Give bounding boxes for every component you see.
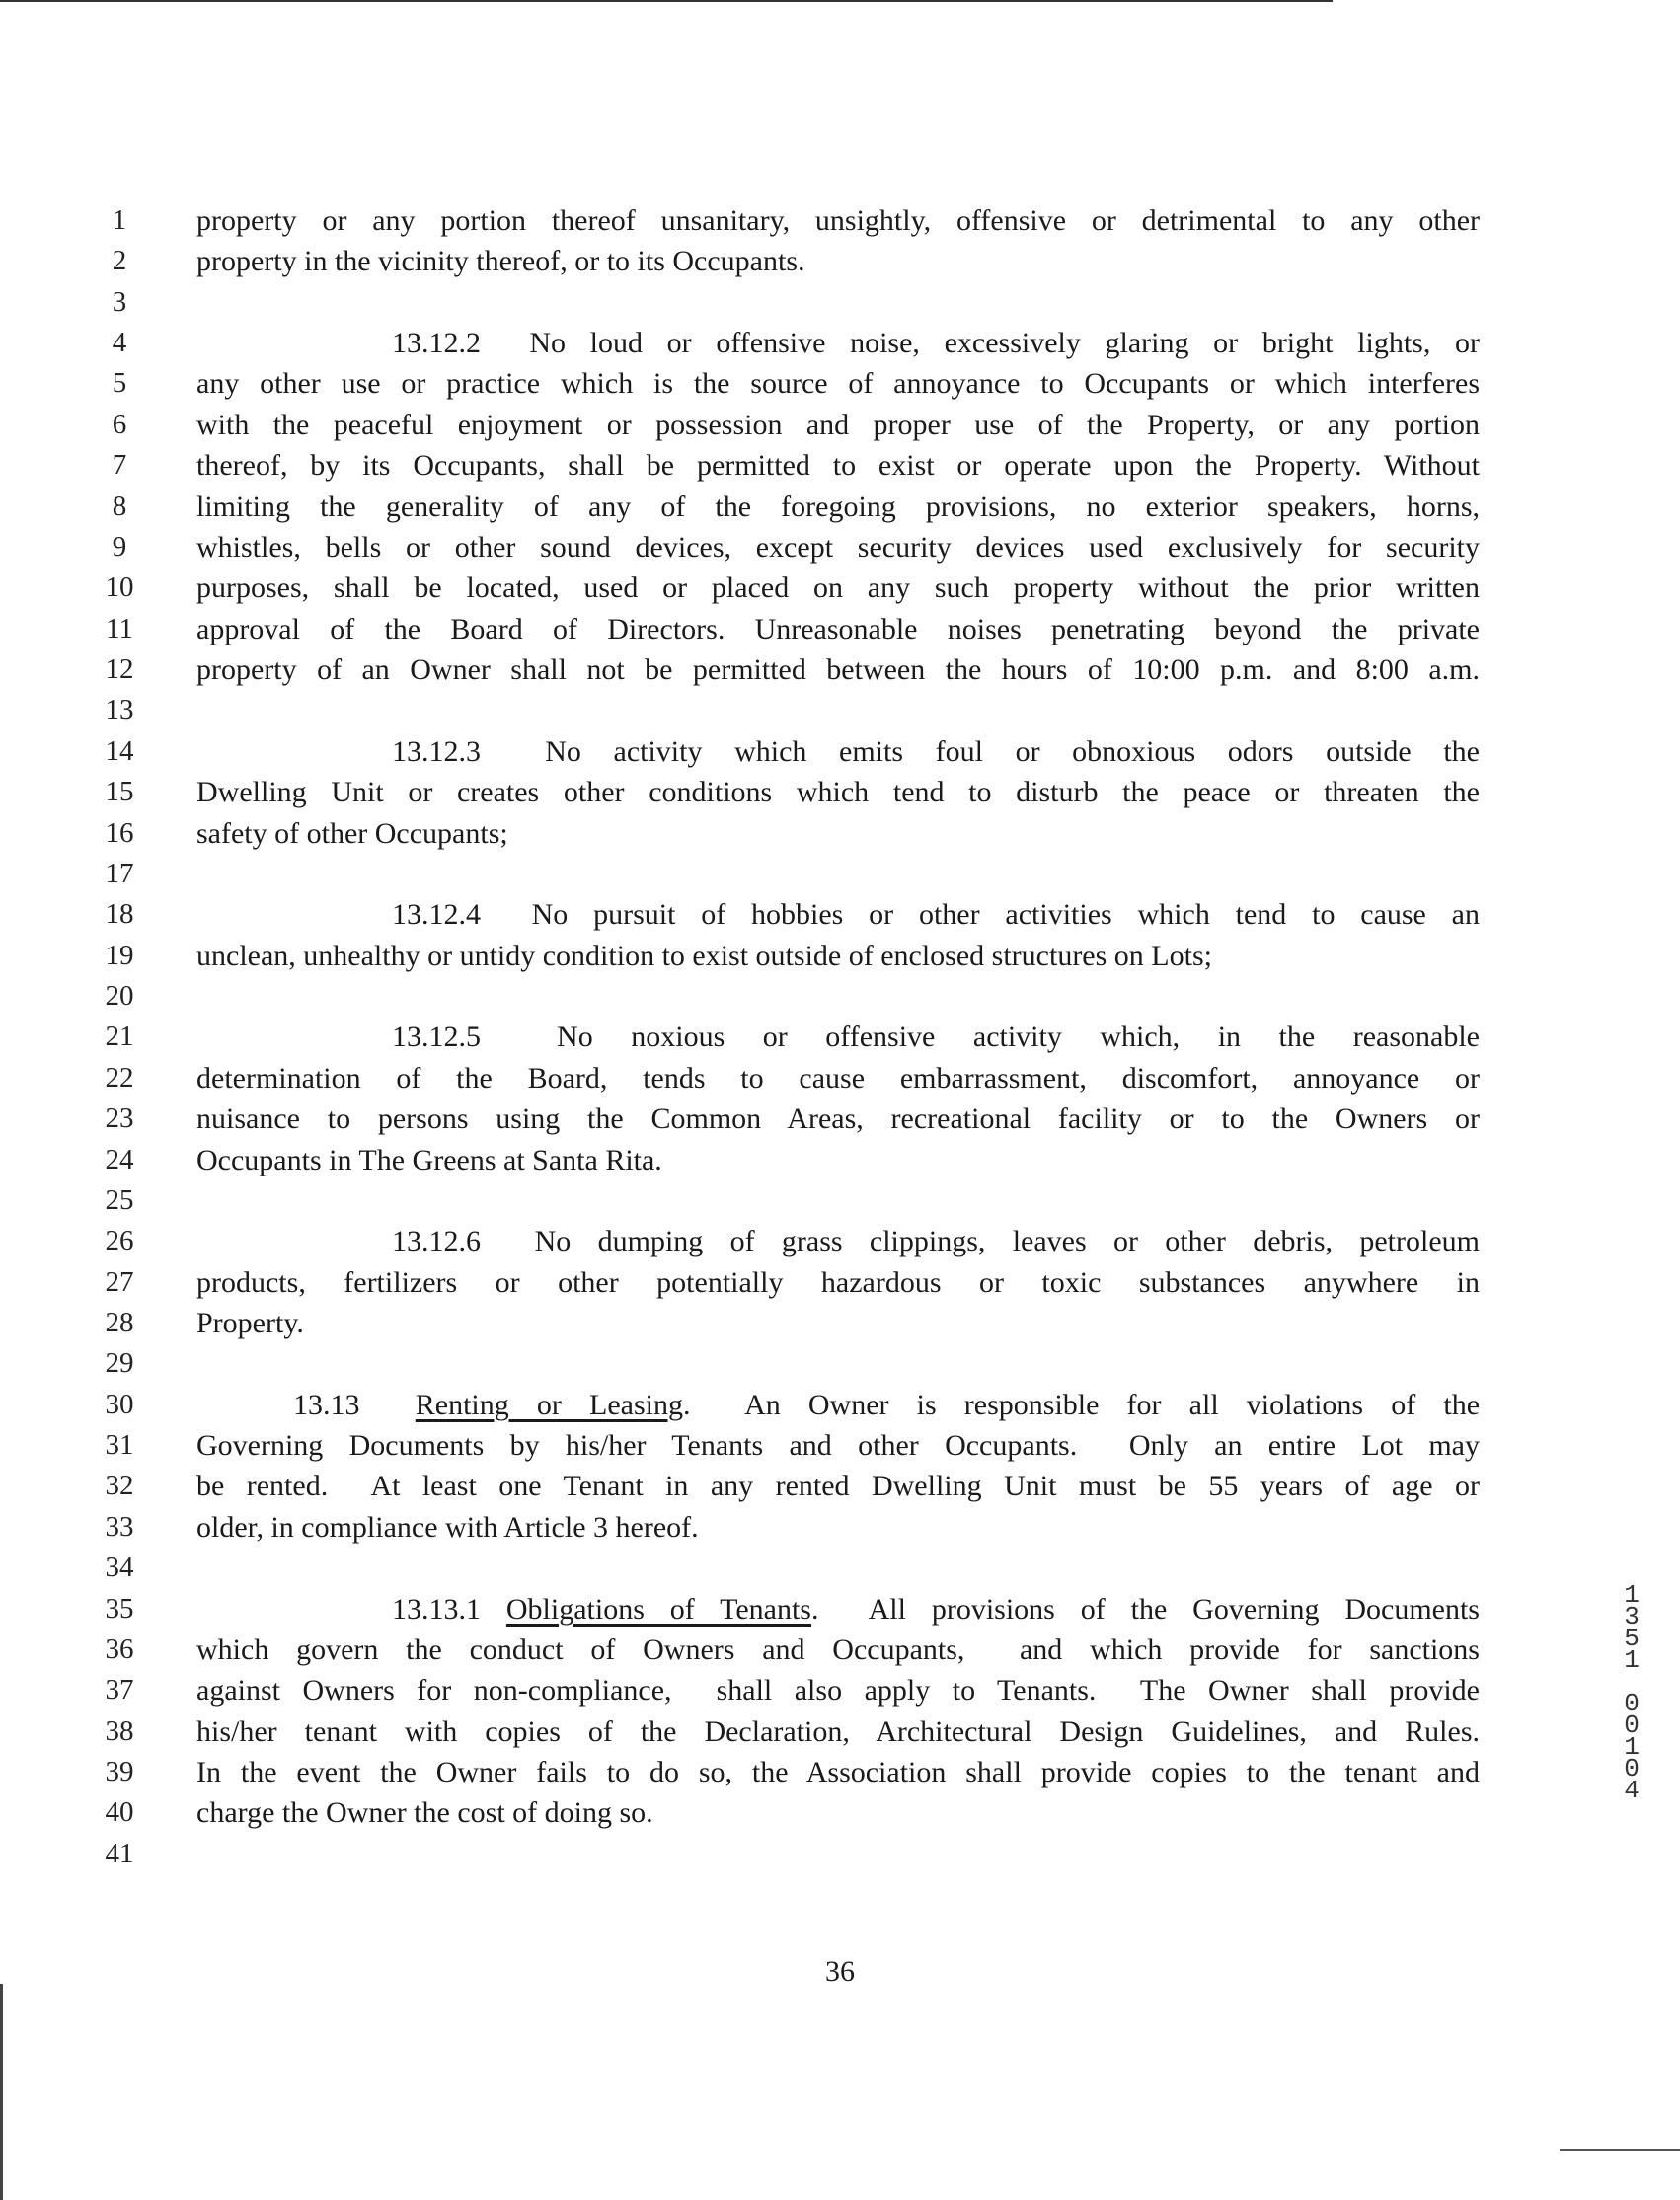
document-line bbox=[0, 1058, 1680, 1099]
line-number: 20 bbox=[105, 980, 134, 1012]
document-line bbox=[0, 405, 1680, 445]
line-number: 24 bbox=[105, 1144, 134, 1176]
text-segment: Occupants in The Greens at Santa Rita. bbox=[196, 1144, 662, 1176]
line-number: 6 bbox=[112, 409, 127, 440]
line-number: 1 bbox=[112, 204, 127, 236]
line-text bbox=[196, 1752, 1480, 1792]
text-segment: property of an Owner shall not be permitted between the hours of 10:00 p.m. and 8:00 a.m. bbox=[196, 653, 1480, 686]
document-line bbox=[0, 1752, 1680, 1792]
document-line bbox=[0, 1140, 1680, 1180]
scan-edge-left bbox=[0, 1984, 3, 2200]
line-number: 3 bbox=[112, 286, 127, 318]
line-text bbox=[196, 1140, 1480, 1180]
document-line bbox=[0, 813, 1680, 854]
underlined-heading: Renting or Leasing bbox=[415, 1389, 683, 1421]
text-segment: against Owners for non-compliance, shall also apply to Tenants. The Owner shall provide bbox=[196, 1674, 1480, 1707]
document-line bbox=[0, 854, 1680, 894]
line-number: 14 bbox=[105, 735, 134, 767]
line-number: 11 bbox=[106, 613, 133, 645]
line-number: 23 bbox=[105, 1102, 134, 1134]
line-text bbox=[392, 1017, 1480, 1057]
line-text bbox=[196, 241, 1480, 281]
line-text bbox=[196, 936, 1480, 976]
line-number: 36 bbox=[105, 1633, 134, 1665]
line-number: 13 bbox=[105, 694, 134, 725]
text-segment: 13.12.3 No activity which emits foul or obnoxious odors outside the bbox=[392, 735, 1480, 768]
line-text bbox=[196, 1507, 1480, 1548]
line-text bbox=[196, 772, 1480, 812]
document-line bbox=[0, 282, 1680, 323]
line-text bbox=[196, 363, 1480, 404]
text-segment: . All provisions of the Governing Documents bbox=[810, 1593, 1480, 1626]
text-segment: 13.12.4 No pursuit of hobbies or other activities which tend to cause an bbox=[392, 898, 1480, 931]
text-segment: property in the vicinity thereof, or to its Occupants. bbox=[196, 245, 805, 277]
line-number: 16 bbox=[105, 817, 134, 849]
text-segment: thereof, by its Occupants, shall be permitted to exist or operate upon the Property. Without bbox=[196, 449, 1480, 482]
line-number: 40 bbox=[105, 1796, 134, 1828]
document-line bbox=[0, 1180, 1680, 1221]
text-segment: charge the Owner the cost of doing so. bbox=[196, 1796, 653, 1829]
text-segment: . An Owner is responsible for all violations of the bbox=[682, 1389, 1481, 1421]
document-line bbox=[0, 1711, 1680, 1752]
text-segment: In the event the Owner fails to do so, the Association shall provide copies to the tenant and bbox=[196, 1756, 1480, 1788]
line-number: 35 bbox=[105, 1593, 134, 1625]
line-number: 26 bbox=[105, 1225, 134, 1256]
line-number: 38 bbox=[105, 1715, 134, 1747]
line-number: 10 bbox=[105, 571, 134, 603]
line-number: 41 bbox=[105, 1838, 134, 1869]
line-number: 18 bbox=[105, 898, 134, 930]
line-text bbox=[196, 200, 1480, 241]
line-number: 19 bbox=[105, 940, 134, 971]
document-line bbox=[0, 445, 1680, 486]
line-number: 29 bbox=[105, 1347, 134, 1379]
text-segment: be rented. At least one Tenant in any rented Dwelling Unit must be 55 years of age or bbox=[196, 1470, 1480, 1502]
text-segment: 13.13 bbox=[293, 1389, 416, 1421]
document-line bbox=[0, 363, 1680, 404]
document-line bbox=[0, 1017, 1680, 1057]
document-line bbox=[0, 1589, 1680, 1630]
text-segment: 13.13.1 bbox=[392, 1593, 506, 1626]
text-segment: whistles, bells or other sound devices, except security devices used exclusively for security bbox=[196, 531, 1480, 564]
text-segment: 13.12.6 No dumping of grass clippings, leaves or other debris, petroleum bbox=[392, 1225, 1480, 1257]
line-text bbox=[196, 1792, 1480, 1833]
line-text bbox=[196, 609, 1480, 649]
line-text bbox=[196, 405, 1480, 445]
text-segment: unclean, unhealthy or untidy condition to exist outside of enclosed structures on Lots; bbox=[196, 940, 1212, 972]
line-number: 5 bbox=[112, 367, 127, 399]
line-text bbox=[196, 1630, 1480, 1670]
line-text bbox=[196, 1058, 1480, 1099]
document-line bbox=[0, 323, 1680, 363]
line-number: 30 bbox=[105, 1389, 134, 1420]
text-segment: older, in compliance with Article 3 hereof. bbox=[196, 1511, 699, 1544]
document-line bbox=[0, 894, 1680, 935]
line-text bbox=[392, 1221, 1480, 1261]
text-segment: determination of the Board, tends to cause embarrassment, discomfort, annoyance or bbox=[196, 1062, 1480, 1095]
document-line bbox=[0, 1099, 1680, 1139]
text-segment: any other use or practice which is the source of annoyance to Occupants or which interferes bbox=[196, 367, 1480, 400]
line-number: 31 bbox=[105, 1429, 134, 1461]
line-number: 39 bbox=[105, 1756, 134, 1787]
text-segment: which govern the conduct of Owners and Occupants, and which provide for sanctions bbox=[196, 1633, 1480, 1666]
document-line bbox=[0, 936, 1680, 976]
document-line bbox=[0, 1834, 1680, 1874]
scan-border-top bbox=[0, 0, 1333, 2]
text-segment: his/her tenant with copies of the Declaration, Architectural Design Guidelines, and Rules. bbox=[196, 1715, 1480, 1748]
line-text bbox=[196, 1303, 1480, 1343]
line-text bbox=[392, 894, 1480, 935]
line-text bbox=[196, 1670, 1480, 1710]
line-text bbox=[196, 813, 1480, 854]
line-text bbox=[293, 1385, 1480, 1425]
document-line bbox=[0, 1303, 1680, 1343]
text-segment: with the peaceful enjoyment or possession and proper use of the Property, or any portion bbox=[196, 409, 1480, 441]
document-line bbox=[0, 1548, 1680, 1588]
document-line bbox=[0, 1343, 1680, 1384]
text-segment: Dwelling Unit or creates other conditions which tend to disturb the peace or threaten the bbox=[196, 776, 1480, 808]
line-number: 37 bbox=[105, 1674, 134, 1706]
text-segment: purposes, shall be located, used or placed on any such property without the prior written bbox=[196, 571, 1480, 604]
document-line bbox=[0, 241, 1680, 281]
text-segment: limiting the generality of any of the foregoing provisions, no exterior speakers, horns, bbox=[196, 491, 1480, 523]
line-number: 9 bbox=[112, 531, 127, 563]
recording-stamp: 1 3 5 1 0 0 1 0 4 bbox=[1624, 1580, 1640, 1805]
line-text bbox=[196, 487, 1480, 527]
document-line bbox=[0, 609, 1680, 649]
document-line bbox=[0, 1221, 1680, 1261]
document-line bbox=[0, 487, 1680, 527]
line-text bbox=[196, 1099, 1480, 1139]
line-number: 15 bbox=[105, 776, 134, 807]
text-segment: nuisance to persons using the Common Areas, recreational facility or to the Owners or bbox=[196, 1102, 1480, 1135]
line-number: 34 bbox=[105, 1552, 134, 1583]
text-segment: Governing Documents by his/her Tenants and other Occupants. Only an entire Lot may bbox=[196, 1429, 1480, 1462]
line-text bbox=[392, 731, 1480, 772]
document-line bbox=[0, 1466, 1680, 1506]
text-segment: 13.12.2 No loud or offensive noise, excessively glaring or bright lights, or bbox=[392, 327, 1480, 359]
line-number: 27 bbox=[105, 1266, 134, 1298]
line-number: 12 bbox=[105, 653, 134, 685]
line-number: 4 bbox=[112, 327, 127, 358]
line-number: 8 bbox=[112, 491, 127, 522]
line-text bbox=[196, 649, 1480, 690]
document-line bbox=[0, 772, 1680, 812]
line-text bbox=[196, 1711, 1480, 1752]
line-text bbox=[196, 568, 1480, 608]
line-text bbox=[196, 1425, 1480, 1466]
text-segment: approval of the Board of Directors. Unreasonable noises penetrating beyond the private bbox=[196, 613, 1480, 645]
document-line bbox=[0, 976, 1680, 1017]
line-number: 32 bbox=[105, 1470, 134, 1501]
line-text bbox=[196, 445, 1480, 486]
document-line bbox=[0, 1385, 1680, 1425]
text-segment: products, fertilizers or other potentially hazardous or toxic substances anywhere in bbox=[196, 1266, 1480, 1299]
document-line bbox=[0, 1262, 1680, 1303]
page-number: 36 bbox=[825, 1955, 855, 1988]
document-line bbox=[0, 1670, 1680, 1710]
line-number: 25 bbox=[105, 1184, 134, 1216]
document-line bbox=[0, 1792, 1680, 1833]
underlined-heading: Obligations of Tenants bbox=[505, 1593, 811, 1626]
text-segment: safety of other Occupants; bbox=[196, 817, 508, 850]
line-text bbox=[196, 1262, 1480, 1303]
document-line bbox=[0, 731, 1680, 772]
text-segment: property or any portion thereof unsanitary, unsightly, offensive or detrimental to any other bbox=[196, 204, 1480, 237]
text-segment: 13.12.5 No noxious or offensive activity which, in the reasonable bbox=[392, 1021, 1480, 1053]
line-number: 7 bbox=[112, 449, 127, 481]
document-line bbox=[0, 649, 1680, 690]
line-text bbox=[392, 1589, 1480, 1630]
document-line bbox=[0, 690, 1680, 730]
line-number: 28 bbox=[105, 1307, 134, 1338]
line-number: 17 bbox=[105, 858, 134, 889]
text-segment: Property. bbox=[196, 1307, 304, 1339]
line-number: 2 bbox=[112, 245, 127, 276]
line-text bbox=[196, 1466, 1480, 1506]
document-line bbox=[0, 1425, 1680, 1466]
document-line bbox=[0, 200, 1680, 241]
scan-border-bottom bbox=[1560, 2149, 1680, 2151]
line-text bbox=[392, 323, 1480, 363]
line-number: 22 bbox=[105, 1062, 134, 1094]
line-number: 33 bbox=[105, 1511, 134, 1543]
line-text bbox=[196, 527, 1480, 568]
document-line bbox=[0, 1630, 1680, 1670]
document-line bbox=[0, 527, 1680, 568]
line-number: 21 bbox=[105, 1021, 134, 1052]
document-line bbox=[0, 568, 1680, 608]
document-line bbox=[0, 1507, 1680, 1548]
